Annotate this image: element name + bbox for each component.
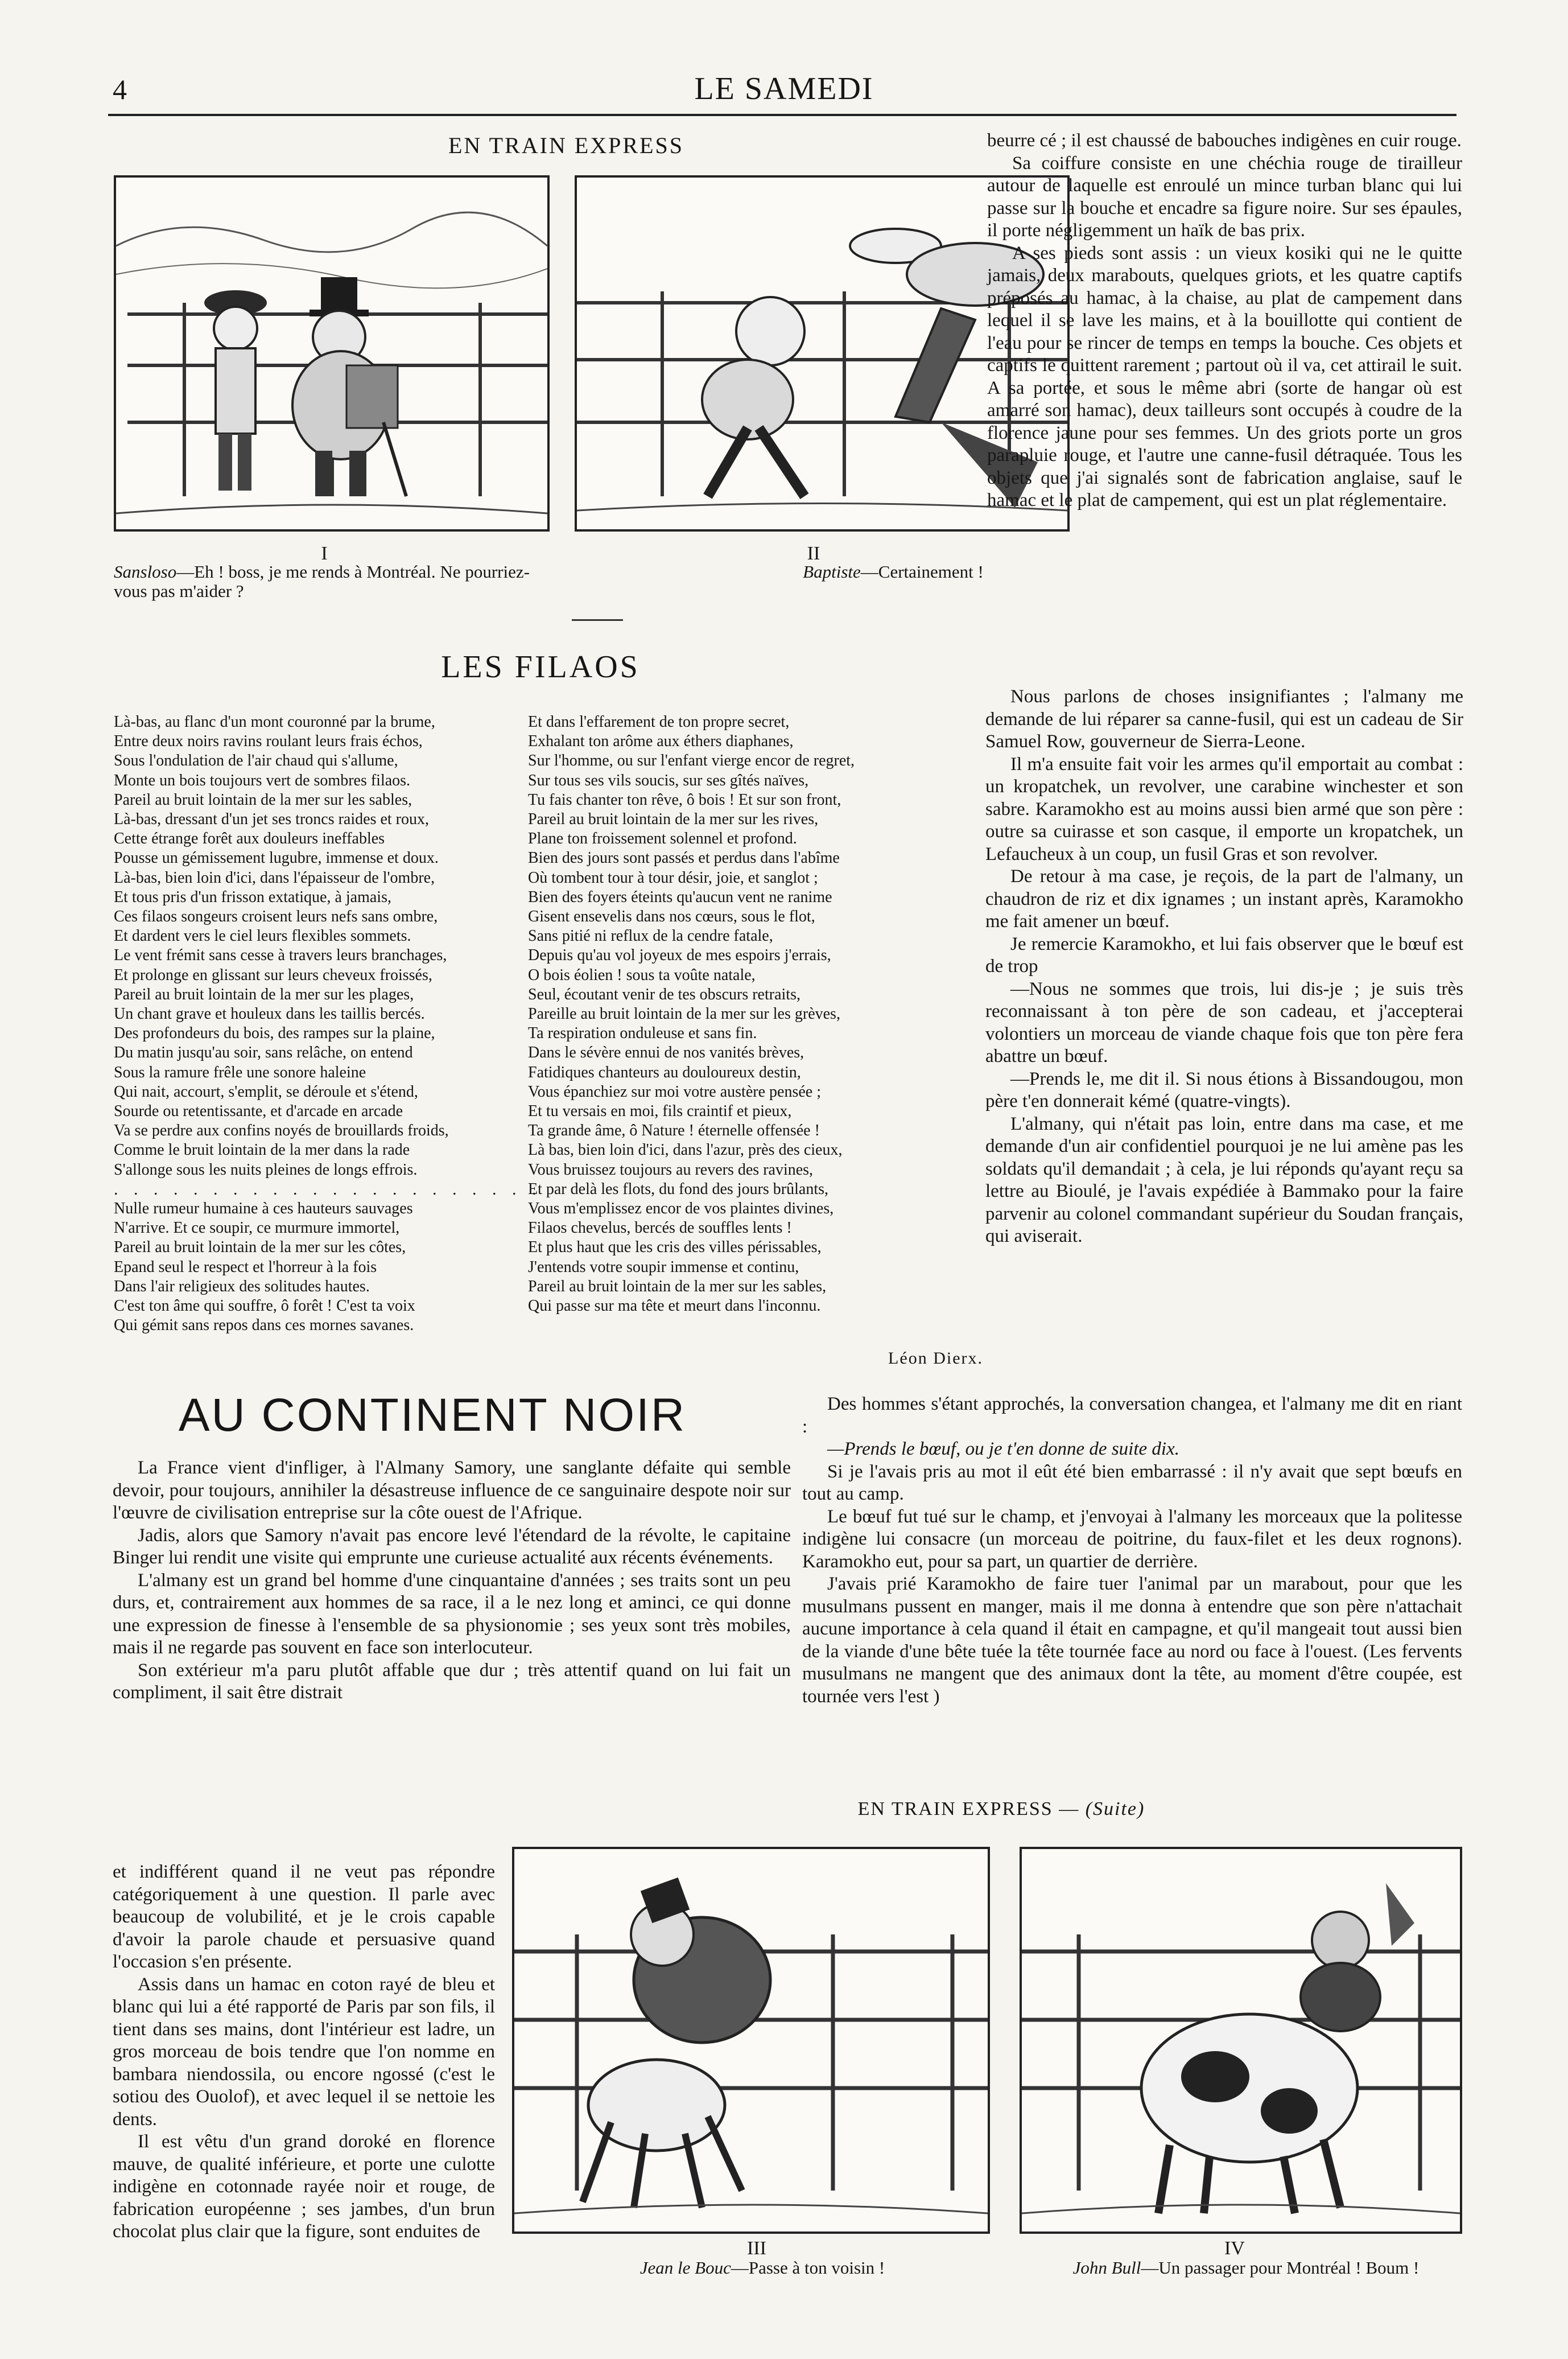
paragraph: et indifférent quand il ne veut pas répondre catégoriquement à une question. Il parle avec beaucoup de volubilité, et je le crois capable d'avoir la parole chaude et persuasive quand l'occasion s'en présente. — [113, 1862, 495, 1972]
paragraph: De retour à ma case, je reçois, de la part de l'almany, un chaudron de riz et dix ignames ; un instant après, Karamokho me fait amener un bœuf. — [985, 866, 1463, 932]
poem-line: N'arrive. Et ce soupir, ce murmure immortel, — [114, 1219, 400, 1237]
paragraph: A ses pieds sont assis : un vieux kosiki qui ne le quitte jamais, deux marabouts, quelques griots, et les quatre captifs préposés au hamac, à la chaise, au plat de campement dans lequel il se lave les mains, et à la bouillotte qui contient de l'eau pour se rincer de temps en temps la bouche. Ces objets et captifs le quittent rarement ; partout où il va, cet attirail le suit. A sa portée, et sous le même abri (sorte de hangar où est amarré son hamac), deux tailleurs sont occupés à coudre de la florence jaune pour ses femmes. Un des griots porte un gros parapluie rouge, et l'autre une canne-fusil détraquée. Tous les objets que j'ai signalés sont de fabrication anglaise, sauf le hamac et le plat de campement, qui est un plat réglementaire. — [987, 242, 1462, 511]
poem-line: Dans l'air religieux des solitudes hautes. — [114, 1277, 370, 1295]
paragraph: Je remercie Karamokho, et lui fais observer que le bœuf est de trop — [985, 933, 1463, 977]
poem-line: Nulle rumeur humaine à ces hauteurs sauvages — [114, 1200, 413, 1218]
comic-panel-3-number: III — [747, 2238, 766, 2259]
comic-panel-1-caption — [114, 562, 546, 601]
poem-line: Et par delà les flots, du fond des jours brûlants, — [528, 1180, 829, 1198]
poem-line: Et dardent vers le ciel leurs flexibles sommets. — [114, 927, 411, 945]
article-left-narrow — [113, 1861, 495, 2243]
poem-line: Comme le bruit lointain de la mer dans la rade — [114, 1141, 410, 1159]
poem-line: Où tombent tour à tour désir, joie, et sanglot ; — [528, 868, 818, 887]
poem-line: Bien des foyers éteints qu'aucun vent ne ranime — [528, 888, 832, 906]
poem-line: Sur tous ses vils soucis, sur ses gîtés naïves, — [528, 771, 809, 789]
quote-italic: —Prends le bœuf, ou je t'en donne de suite dix. — [827, 1439, 1179, 1459]
comic-panel-4 — [1020, 1847, 1462, 2234]
poem-line: Des profondeurs du bois, des rampes sur la plaine, — [114, 1024, 435, 1043]
comic-panel-1-speaker: Sansloso — [114, 562, 177, 582]
comic-panel-1-text: —Eh ! boss, je me rends à Montréal. Ne pourriez-vous pas m'aider ? — [114, 562, 530, 601]
poem-line: Gisent ensevelis dans nos cœurs, sous le flot, — [528, 908, 815, 926]
poem-line: Du matin jusqu'au soir, sans relâche, on entend — [114, 1044, 413, 1062]
poem-line: Et prolonge en glissant sur leurs cheveux froissés, — [114, 966, 432, 984]
poem-line: Depuis qu'au vol joyeux de mes espoirs j'errais, — [528, 946, 831, 965]
paragraph: Sa coiffure consiste en une chéchia rouge de tirailleur autour de laquelle est enroulé un mince turban blanc qui lui passe sur la bouche et encadre sa figure noire. Sur ses épaules, il porte négligemment un haïk de bas prix. — [987, 153, 1462, 241]
poem-line: Filaos chevelus, bercés de souffles lents ! — [528, 1219, 792, 1237]
poem-line: Entre deux noirs ravins roulant leurs frais échos, — [114, 732, 423, 751]
comic-panel-3-caption — [614, 2258, 910, 2278]
poem-line: Un chant grave et houleux dans les taillis bercés. — [114, 1005, 425, 1023]
poem-line: Là-bas, dressant d'un jet ses troncs raides et roux, — [114, 810, 429, 829]
right-column-top — [987, 130, 1462, 512]
poem-line: Sur l'homme, ou sur l'enfant vierge encor de regret, — [528, 752, 855, 770]
poem-line: Vous bruissez toujours au revers des ravines, — [528, 1160, 814, 1179]
poem-line: Monte un bois toujours vert de sombres filaos. — [114, 771, 411, 789]
poem-line: Pareil au bruit lointain de la mer sur les côtes, — [114, 1238, 406, 1257]
comic-panel-1-number: I — [321, 543, 328, 564]
poem-line: Sourde ou retentissante, et d'arcade en arcade — [114, 1102, 403, 1121]
paragraph: Il m'a ensuite fait voir les armes qu'il emportait au combat : un kropatchek, un revolver, une carabine winchester et son sabre. Karamokho est au moins aussi bien armé que son père : outre sa cuirasse et son casque, il emporte un kropatchek, un Lefaucheux à un coup, un fusil Gras et son revolver. — [985, 754, 1463, 864]
poem-line: Là-bas, bien loin d'ici, dans l'épaisseur de l'ombre, — [114, 868, 435, 887]
article-left-full — [113, 1457, 791, 1705]
comic-panel-4-illustration — [1022, 1849, 1460, 2232]
poem-line: J'entends votre soupir immense et continu, — [528, 1258, 799, 1276]
comic-panel-3-illustration — [514, 1849, 988, 2232]
paragraph: Il est vêtu d'un grand doroké en florence mauve, de qualité inférieure, et porte une culotte indigène en cotonnade rayée noir et rouge, de fabrication européenne ; ses jambes, d'un brun chocolat plus clair que la figure, sont enduites de — [113, 2131, 495, 2242]
poem-column-1 — [114, 713, 542, 1336]
paragraph: Si je l'avais pris au mot il eût été bien embarrassé : il n'y avait que sept bœufs en tout au camp. — [802, 1461, 1462, 1504]
comic-panel-2-caption — [723, 562, 1064, 582]
poem-line: Et dans l'effarement de ton propre secret, — [528, 713, 790, 731]
poem-line: Qui gémit sans repos dans ces mornes savanes. — [114, 1316, 414, 1335]
right-column-lower — [985, 686, 1463, 1248]
poem-line: Et tous pris d'un frisson extatique, à jamais, — [114, 888, 391, 906]
paragraph — [802, 1438, 1462, 1461]
poem-line: Pareil au bruit lointain de la mer sur les sables, — [528, 1277, 827, 1295]
paragraph: L'almany, qui n'était pas loin, entre dans ma case, et me demande d'un air confidentiel pourquoi je ne lui amène pas les soldats qu'il demandait ; à cela, je lui réponds qu'ayant reçu sa lettre au Bioulé, je l'avais expédiée à Bammako pour la faire parvenir au colonel commandant supérieur du Soudan français, qui aviserait. — [985, 1113, 1463, 1246]
poem-line: Pareil au bruit lointain de la mer sur les rives, — [528, 810, 819, 829]
comic-panel-2-text: —Certainement ! — [860, 562, 984, 582]
comic-panel-4-caption — [1064, 2258, 1428, 2278]
poem-title: LES FILAOS — [441, 649, 640, 685]
comic-panel-2-number: II — [807, 543, 820, 564]
paragraph: L'almany est un grand bel homme d'une cinquantaine d'années ; ses traits sont un peu durs, et, contrairement aux hommes de sa race, il a le nez long et aminci, ce qui donne une expression de finesse à l'ensemble de sa physionomie ; ses yeux sont très mobiles, mais il ne regarde pas souvent en face son interlocuteur. — [113, 1570, 791, 1658]
comic-top-title: EN TRAIN EXPRESS — [448, 133, 684, 158]
comic-panel-1-illustration — [116, 178, 547, 529]
masthead-title: LE SAMEDI — [694, 71, 874, 106]
separator-rule — [572, 619, 623, 621]
comic-bottom-title — [825, 1798, 1178, 1820]
poem-line: Ta grande âme, ô Nature ! éternelle offensée ! — [528, 1122, 820, 1140]
poem-line: Pousse un gémissement lugubre, immense et doux. — [114, 849, 439, 867]
poem-line: Là-bas, au flanc d'un mont couronné par la brume, — [114, 713, 435, 731]
comic-panel-4-speaker: John Bull — [1072, 2258, 1141, 2278]
article-right-mid — [802, 1393, 1462, 1708]
paragraph: —Nous ne sommes que trois, lui dis-je ; je suis très reconnaissant à ton père de son cadeau, et j'accepterai volontiers un morceau de viande chaque fois que ton père fera abattre un bœuf. — [985, 978, 1463, 1067]
poem-line: Et plus haut que les cris des villes périssables, — [528, 1238, 822, 1257]
comic-panel-3 — [512, 1847, 990, 2234]
poem-line: Fatidiques chanteurs au douloureux destin, — [528, 1063, 801, 1081]
poem-author: Léon Dierx. — [888, 1349, 983, 1368]
comic-panel-2-speaker: Baptiste — [803, 562, 861, 582]
comic-bottom-title-suffix: (Suite) — [1085, 1798, 1145, 1819]
paragraph: Des hommes s'étant approchés, la conversation changea, et l'almany me dit en riant : — [802, 1394, 1462, 1437]
poem-line: Tu fais chanter ton rêve, ô bois ! Et sur son front, — [528, 791, 841, 809]
poem-line: Pareil au bruit lointain de la mer sur les sables, — [114, 791, 412, 809]
poem-line: Ta respiration onduleuse et sans fin. — [528, 1024, 757, 1043]
poem-line: Là bas, bien loin d'ici, dans l'azur, près des cieux, — [528, 1141, 843, 1159]
poem-line: Le vent frémit sans cesse à travers leurs branchages, — [114, 946, 447, 965]
poem-ellipsis: . . . . . . . . . . . . . . . . . . . . . . — [114, 1179, 542, 1199]
paragraph: Le bœuf fut tué sur le champ, et j'envoyai à l'almany les morceaux que la politesse indigène lui consacre (un morceau de poitrine, du faux-filet et les deux rognons). Karamokho eut, pour sa part, un quartier de derrière. — [802, 1506, 1462, 1572]
paragraph: La France vient d'infliger, à l'Almany Samory, une sanglante défaite qui semble devoir, pour toujours, annihiler la désastreuse influence de ce sanguinaire despote noir sur l'œuvre de civilisation entreprise sur la côte ouest de l'Afrique. — [113, 1458, 791, 1523]
poem-line: O bois éolien ! sous ta voûte natale, — [528, 966, 756, 984]
poem-line: Vous m'emplissez encor de vos plaintes divines, — [528, 1200, 834, 1218]
paragraph: beurre cé ; il est chaussé de babouches indigènes en cuir rouge. — [987, 130, 1462, 151]
comic-panel-1 — [114, 175, 550, 532]
poem-line: Qui nait, accourt, s'emplit, se déroule et s'étend, — [114, 1082, 418, 1101]
poem-line: Bien des jours sont passés et perdus dans l'abîme — [528, 849, 840, 867]
poem-line: Pareil au bruit lointain de la mer sur les plages, — [114, 985, 414, 1003]
comic-panel-4-text: —Un passager pour Montréal ! Boum ! — [1141, 2258, 1420, 2278]
comic-panel-4-number: IV — [1224, 2238, 1245, 2259]
header-rule — [108, 114, 1456, 116]
poem-line: Et tu versais en moi, fils craintif et pieux, — [528, 1102, 792, 1121]
poem-line: Sous l'ondulation de l'air chaud qui s'allume, — [114, 752, 398, 770]
poem-line: S'allonge sous les nuits pleines de longs effrois. — [114, 1160, 418, 1179]
poem-line: Qui passe sur ma tête et meurt dans l'inconnu. — [528, 1297, 821, 1315]
poem-line: Seul, écoutant venir de tes obscurs retraits, — [528, 985, 800, 1003]
poem-line: Vous épanchiez sur moi votre austère pensée ; — [528, 1082, 821, 1101]
paragraph: Nous parlons de choses insignifiantes ; l'almany me demande de lui réparer sa canne-fusil, qui est un cadeau de Sir Samuel Row, gouverneur de Sierra-Leone. — [985, 686, 1463, 752]
poem-line: Plane ton froissement solennel et profond. — [528, 830, 797, 848]
poem-line: Pareille au bruit lointain de la mer sur les grèves, — [528, 1005, 840, 1023]
article-title: AU CONTINENT NOIR — [178, 1389, 687, 1441]
poem-line: Dans le sévère ennui de nos vanités brèves, — [528, 1044, 804, 1062]
poem-line: Ces filaos songeurs croisent leurs nefs sans ombre, — [114, 908, 438, 926]
paragraph: —Prends le, me dit il. Si nous étions à Bissandougou, mon père t'en donnerait kémé (quatre-vingts). — [985, 1068, 1463, 1111]
poem-line: C'est ton âme qui souffre, ô forêt ! C'est ta voix — [114, 1297, 415, 1315]
comic-panel-3-text: —Passe à ton voisin ! — [731, 2258, 885, 2278]
paragraph: Jadis, alors que Samory n'avait pas encore levé l'étendard de la révolte, le capitaine Binger lui rendit une visite qui emprunte une curieuse actualité aux récents événements. — [113, 1525, 791, 1568]
comic-panel-3-speaker: Jean le Bouc — [639, 2258, 731, 2278]
poem-line: Cette étrange forêt aux douleurs ineffables — [114, 830, 385, 848]
poem-line: Epand seul le respect et l'horreur à la fois — [114, 1258, 377, 1276]
poem-line: Exhalant ton arôme aux éthers diaphanes, — [528, 732, 794, 751]
poem-line: Sous la ramure frêle une sonore haleine — [114, 1063, 366, 1081]
poem-column-2 — [528, 713, 960, 1316]
poem-line: Sans pitié ni reflux de la cendre fatale, — [528, 927, 773, 945]
paragraph: Son extérieur m'a paru plutôt affable que dur ; très attentif quand on lui fait un compliment, il sait être distrait — [113, 1660, 791, 1703]
paragraph: Assis dans un hamac en coton rayé de bleu et blanc qui lui a été rapporté de Paris par son fils, il tient dans ses mains, dont l'intérieur est ladre, un gros morceau de bois tendre que l'on nomme en bambara niendossila, ou encore ngossé (c'est le sotiou des Ouolof), et avec lequel il se nettoie les dents. — [113, 1974, 495, 2130]
comic-bottom-title-main: EN TRAIN EXPRESS — — [857, 1798, 1080, 1819]
page-number: 4 — [113, 73, 127, 105]
poem-line: Va se perdre aux confins noyés de brouillards froids, — [114, 1122, 449, 1140]
paragraph: J'avais prié Karamokho de faire tuer l'animal par un marabout, pour que les musulmans pussent en manger, mais il me donna à entendre que son père n'attachait aucune importance à cela quand il était en campagne, et qu'il mangeait tout aussi bien de la viande d'une bête tuée la tête tournée face au nord ou face à l'ouest. (Les fervents musulmans ne mangent que des animaux dont la tête, au moment d'être coupée, est tournée vers l'est ) — [802, 1574, 1462, 1707]
